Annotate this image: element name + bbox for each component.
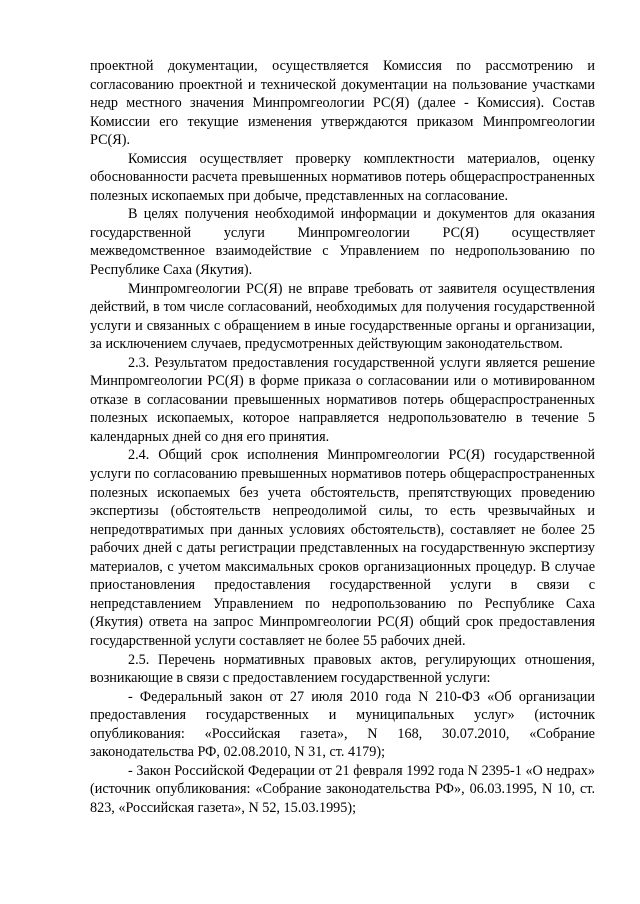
- paragraph-no-demands: Минпромгеологии РС(Я) не вправе требовать от заявителя осуществления действий, в том числе согласований, необходимых для получения государственной услуги и связанных с обращением в иные государственные органы и организации, за исключением случаев, предусмотренных действующим законодательством.: [90, 280, 595, 353]
- list-item-federal-law: - Федеральный закон от 27 июля 2010 года N 210-ФЗ «Об организации предоставления государственных и муниципальных услуг» (источник опубликования: «Российская газета», N 168, 30.07.2010, «Собрание законодательства РФ, 02.08.2010, N 31, ст. 4179);: [90, 688, 595, 761]
- paragraph-2-5-acts: 2.5. Перечень нормативных правовых актов, регулирующих отношения, возникающие в связи с предоставлением государственной услуги:: [90, 651, 595, 687]
- paragraph-commission-intro: проектной документации, осуществляется Комиссия по рассмотрению и согласованию проектной и технической документации на пользование участками недр местного значения Минпромгеологии РС(Я) (далее - Комиссия). Состав Комиссии его текущие изменения утверждаются приказом Минпромгеологии РС(Я).: [90, 58, 595, 149]
- paragraph-2-4-term: 2.4. Общий срок исполнения Минпромгеологии РС(Я) государственной услуги по согласованию превышенных нормативов потерь общераспространенных полезных ископаемых без учета обстоятельств, препятствующих проведению экспертизы (обстоятельств непреодолимой силы, то есть чрезвычайных и непредотвратимых при данных условиях обстоятельств), составляет не более 25 рабочих дней с даты регистрации представленных на государственную экспертизу материалов, с учетом максимальных сроков организационных процедур. В случае приостановления предоставления государственной услуги в связи с непредставлением Управлением по недропользованию по Республике Саха (Якутия) ответа на запрос Минпромгеологии РС(Я) общий срок предоставления государственной услуги составляет не более 55 рабочих дней.: [90, 447, 595, 649]
- list-item-subsoil-law: - Закон Российской Федерации от 21 февраля 1992 года N 2395-1 «О недрах» (источник опубликования: «Собрание законодательства РФ», 06.03.1995, N 10, ст. 823, «Российская газета», N 52, 15.03.1995);: [90, 762, 595, 816]
- paragraph-interagency: В целях получения необходимой информации и документов для оказания государственной услуги Минпромгеологии РС(Я) осуществляет межведомственное взаимодействие с Управлением по недропользованию по Республике Саха (Якутия).: [90, 206, 595, 279]
- paragraph-2-3-result: 2.3. Результатом предоставления государственной услуги является решение Минпромгеологии РС(Я) в форме приказа о согласовании или о мотивированном отказе в согласовании превышенных нормативов потерь общераспространенных полезных ископаемых, которое направляется недропользователю в течение 5 календарных дней со дня его принятия.: [90, 354, 595, 445]
- paragraph-commission-check: Комиссия осуществляет проверку комплектности материалов, оценку обоснованности расчета превышенных нормативов потерь общераспространенных полезных ископаемых при добыче, представленных на согласование.: [90, 150, 595, 204]
